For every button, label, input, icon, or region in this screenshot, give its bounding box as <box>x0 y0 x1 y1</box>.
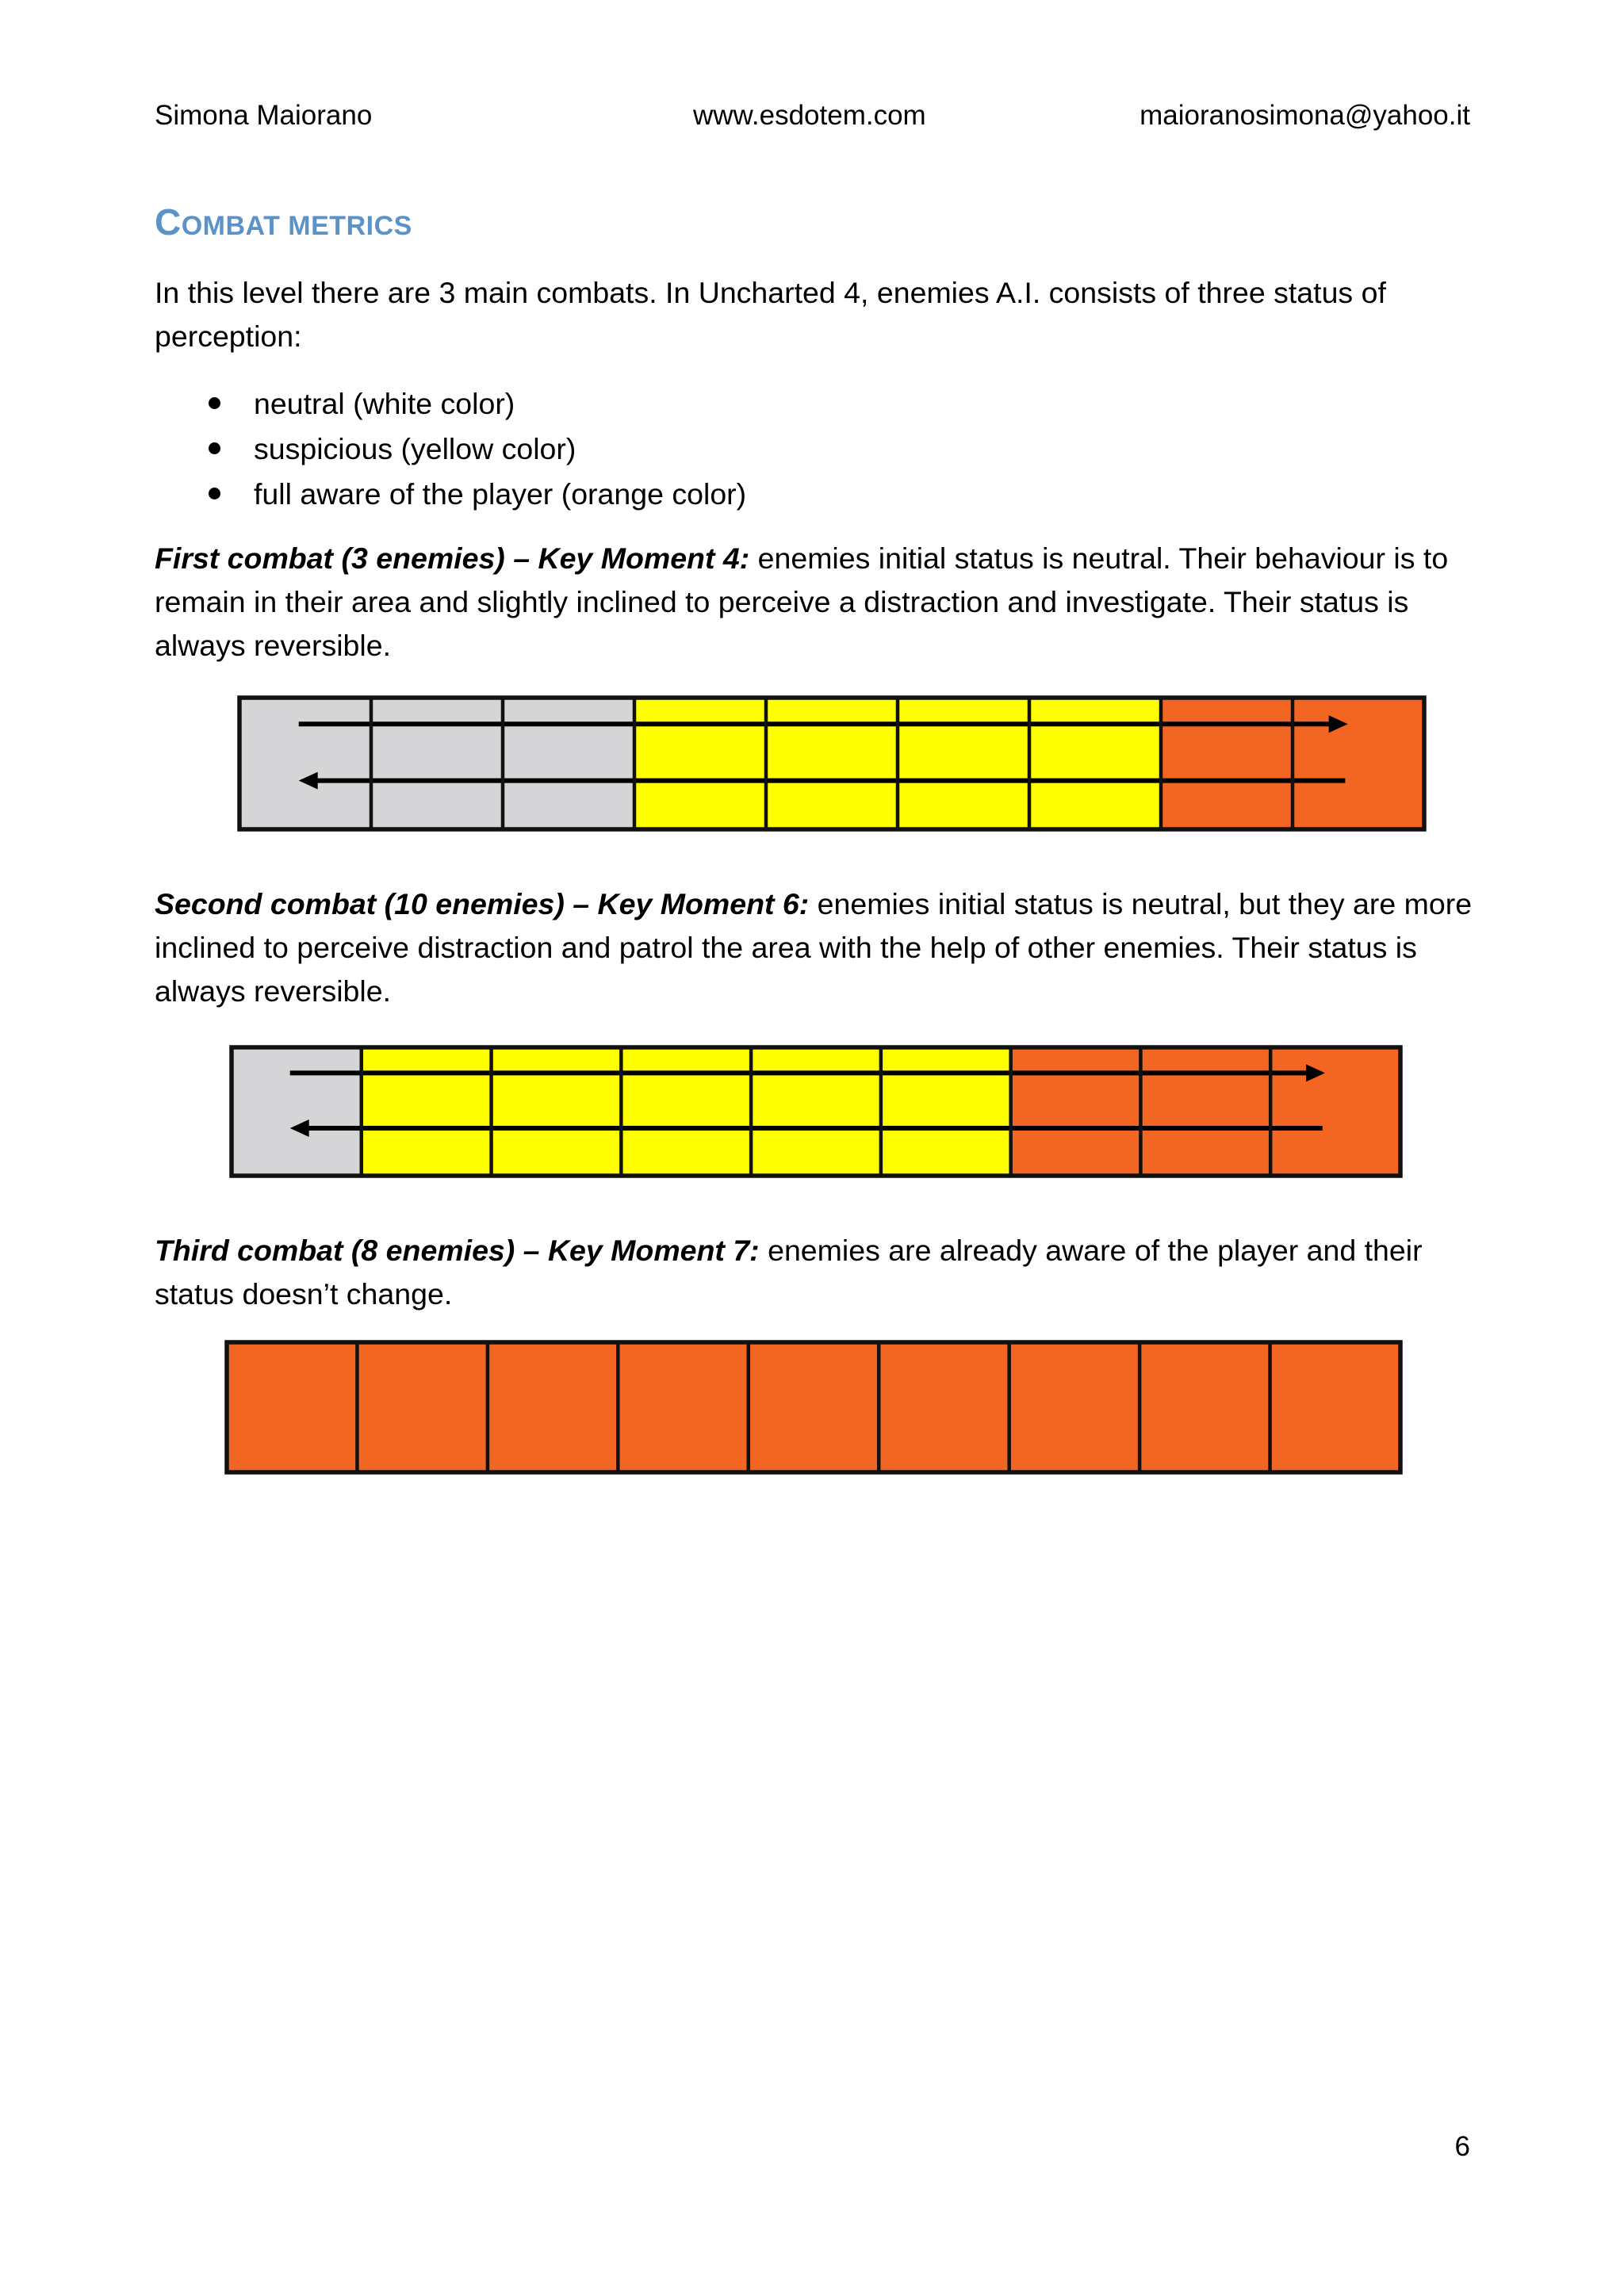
status-cell-aware <box>1270 1047 1400 1176</box>
combat-2-text: enemies initial status is neutral, but they are more inclined to perceive distraction and patrol the area with the help of other enemies. Their status is always reversible. <box>155 887 1473 1008</box>
status-cell-aware <box>879 1342 1009 1472</box>
status-cell-neutral <box>371 698 503 829</box>
status-cell-suspicious <box>898 698 1029 829</box>
status-cell-suspicious <box>621 1047 751 1176</box>
combat-1-text: enemies initial status is neutral. Their behaviour is to remain in their area and slightly inclined to perceive a distraction and investigate. Their status is always reversible. <box>155 541 1449 662</box>
status-cell-suspicious <box>634 698 766 829</box>
header-author: Simona Maiorano <box>155 100 373 131</box>
combat-1-status-diagram <box>237 695 1427 832</box>
status-cell-suspicious <box>881 1047 1011 1176</box>
combat-2-status-diagram <box>229 1045 1403 1178</box>
combat-3-paragraph <box>155 1229 1483 1316</box>
status-cell-aware <box>1009 1342 1139 1472</box>
combat-1-heading: First combat (3 enemies) – Key Moment 4: <box>155 541 750 575</box>
status-cell-suspicious <box>766 698 898 829</box>
status-cell-aware <box>227 1342 357 1472</box>
status-cell-suspicious <box>1029 698 1161 829</box>
bullet-text: neutral (white color) <box>254 387 515 420</box>
bullet-icon <box>209 442 220 454</box>
bullet-icon <box>209 397 220 409</box>
combat-2-paragraph <box>155 882 1483 1013</box>
status-cell-aware <box>357 1342 487 1472</box>
status-cell-neutral <box>232 1047 362 1176</box>
combat-3-text: enemies are already aware of the player and their status doesn’t change. <box>155 1234 1423 1311</box>
page-number: 6 <box>1454 2131 1470 2162</box>
status-cell-aware <box>1139 1342 1270 1472</box>
status-cell-aware <box>1161 698 1293 829</box>
status-cell-aware <box>1270 1342 1400 1472</box>
bullet-icon <box>209 488 220 499</box>
status-cell-aware <box>488 1342 618 1472</box>
status-cell-neutral <box>503 698 634 829</box>
perception-status-list <box>155 381 746 517</box>
combat-3-status-diagram <box>224 1340 1403 1475</box>
list-item <box>155 472 746 517</box>
status-cell-aware <box>1011 1047 1141 1176</box>
status-cell-suspicious <box>751 1047 881 1176</box>
combat-3-heading: Third combat (8 enemies) – Key Moment 7: <box>155 1234 760 1267</box>
combat-1-paragraph <box>155 537 1483 668</box>
status-cell-aware <box>749 1342 879 1472</box>
combat-2-heading: Second combat (10 enemies) – Key Moment 6: <box>155 887 810 920</box>
section-title <box>155 198 412 250</box>
status-cell-aware <box>1293 698 1424 829</box>
intro-paragraph: In this level there are 3 main combats. In Uncharted 4, enemies A.I. consists of three status of perception: <box>155 276 1386 353</box>
status-cell-aware <box>1140 1047 1270 1176</box>
bullet-text: full aware of the player (orange color) <box>254 477 747 511</box>
header-website: www.esdotem.com <box>693 100 926 131</box>
status-cell-suspicious <box>362 1047 492 1176</box>
section-title-rest: OMBAT METRICS <box>181 211 412 241</box>
list-item <box>155 381 746 427</box>
status-cell-suspicious <box>492 1047 622 1176</box>
status-cell-aware <box>618 1342 748 1472</box>
list-item <box>155 427 746 472</box>
bullet-text: suspicious (yellow color) <box>254 432 576 465</box>
header-email: maioranosimona@yahoo.it <box>1139 100 1470 131</box>
section-title-initial: C <box>155 201 182 243</box>
status-cell-neutral <box>239 698 371 829</box>
